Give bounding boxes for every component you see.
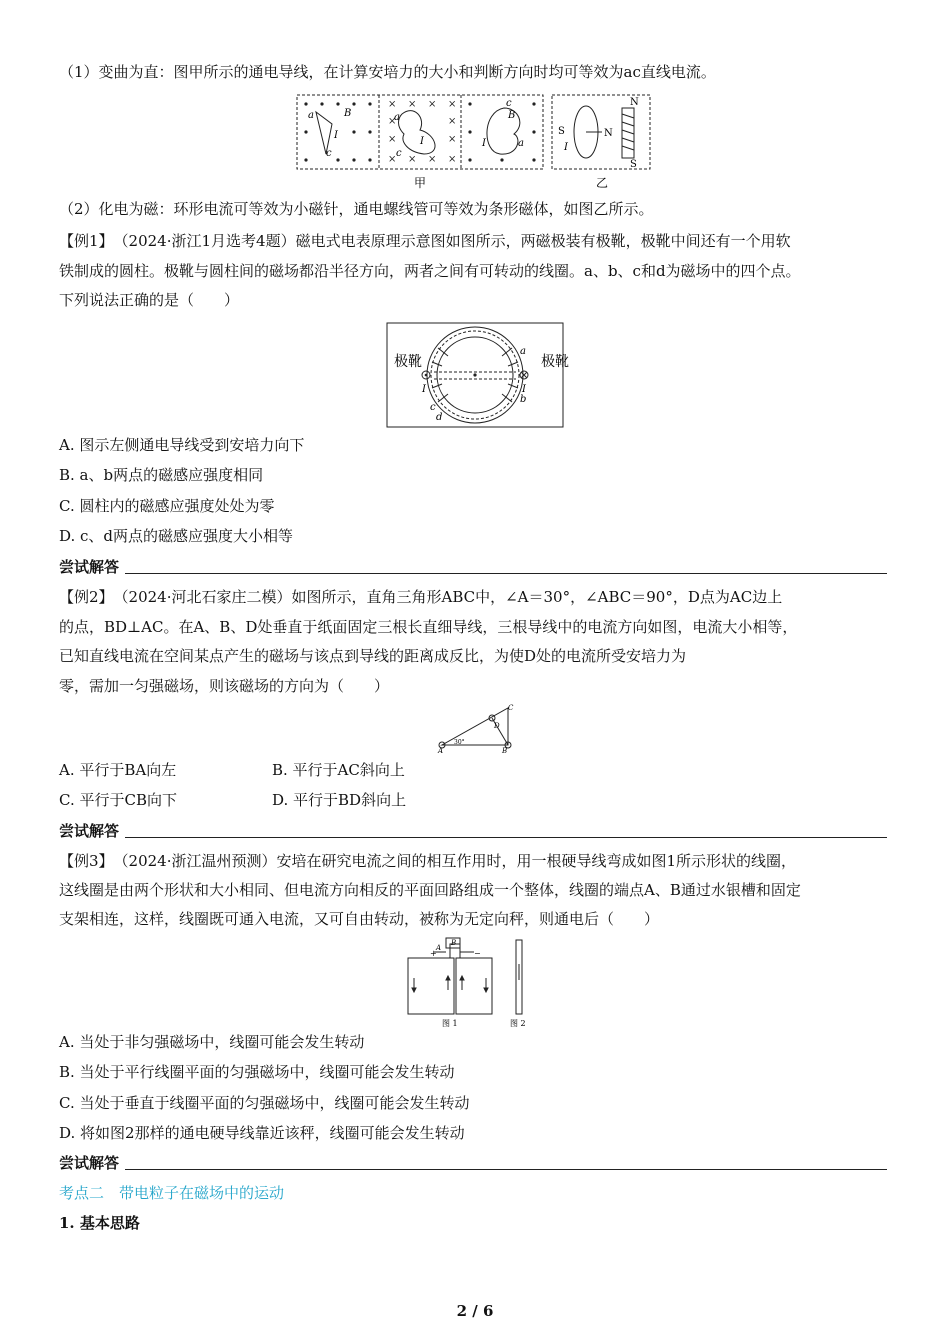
- example-2-line-3: 已知直线电流在空间某点产生的磁场与该点到导线的距离成反比，为使D处的电流所受安培力为: [59, 647, 687, 665]
- jia-label-I1: I: [334, 130, 338, 141]
- jia-label-c2: c: [396, 148, 402, 159]
- example-3-option-c: C. 当处于垂直于线圈平面的匀强磁场中，线圈可能会发生转动: [59, 1094, 470, 1112]
- example-2-answer-row: [59, 821, 887, 841]
- intro-line-2: （2）化电为磁：环形电流可等效为小磁针，通电螺线管可等效为条形磁体，如图乙所示。: [59, 200, 654, 218]
- svg-text:×: ×: [448, 134, 457, 145]
- svg-text:×: ×: [448, 116, 457, 127]
- yi-label-N1: N: [604, 128, 613, 139]
- example-3-line-3: 支架相连，这样，线圈既可通入电流，又可自由转动，被称为无定向秤，则通电后（ ）: [59, 910, 660, 928]
- section-2-subtitle: 1. 基本思路: [59, 1214, 140, 1232]
- yi-label-N2: N: [630, 97, 639, 108]
- example-2-option-b: B. 平行于AC斜向上: [272, 761, 405, 779]
- point-c: c: [430, 402, 436, 413]
- example-1-option-b: B. a、b两点的磁感应强度相同: [59, 466, 264, 484]
- figure-jia-yi: [296, 94, 652, 192]
- example-1-option-c: C. 圆柱内的磁感应强度处处为零: [59, 497, 275, 515]
- svg-text:×: ×: [388, 154, 397, 165]
- example-2-answer-line[interactable]: [125, 837, 887, 838]
- jia-label-B1: B: [344, 108, 352, 119]
- angle-A-label: 30°: [454, 739, 465, 746]
- example-1-answer-label: 尝试解答: [59, 558, 120, 576]
- example-3-option-d: D. 将如图2那样的通电硬导线靠近该秤，线圈可能会发生转动: [59, 1124, 465, 1142]
- jia-label-I2: I: [420, 136, 424, 147]
- pole-shoe-right-1: 极靴: [541, 354, 569, 370]
- example-3-option-b: B. 当处于平行线圈平面的匀强磁场中，线圈可能会发生转动: [59, 1063, 455, 1081]
- jia-label-B3: B: [508, 110, 516, 121]
- svg-text:×: ×: [448, 154, 457, 165]
- example-2-option-a: A. 平行于BA向左: [59, 761, 177, 779]
- svg-text:×: ×: [428, 99, 437, 110]
- figure-triangle: [434, 702, 516, 754]
- section-2-title: 考点二 带电粒子在磁场中的运动: [59, 1184, 285, 1202]
- terminal-minus: −: [474, 949, 481, 958]
- point-d: d: [436, 412, 443, 423]
- figure-1-caption: 图 1: [442, 1019, 458, 1028]
- example-1-answer-line[interactable]: [125, 573, 887, 574]
- example-3-answer-label: 尝试解答: [59, 1154, 120, 1172]
- jia-label-a2: a: [394, 112, 400, 123]
- vertex-D: D: [494, 722, 500, 730]
- intro-line-1: （1）变曲为直：图甲所示的通电导线，在计算安培力的大小和判断方向时均可等效为ac直线电流。: [59, 63, 716, 81]
- example-1-option-a: A. 图示左侧通电导线受到安培力向下: [59, 436, 305, 454]
- vertex-A: A: [438, 747, 444, 755]
- example-3-answer-row: [59, 1153, 887, 1173]
- example-3-option-a: A. 当处于非匀强磁场中，线圈可能会发生转动: [59, 1033, 365, 1051]
- jia-label-I3: I: [482, 138, 486, 149]
- example-2-option-d: D. 平行于BD斜向上: [272, 791, 407, 809]
- example-1-option-d: D. c、d两点的磁感应强度大小相等: [59, 527, 294, 545]
- terminal-B: B: [451, 939, 457, 947]
- yi-label-S1: S: [558, 126, 565, 137]
- current-left: I: [422, 384, 426, 395]
- svg-text:×: ×: [448, 99, 457, 110]
- figure-galvanometer: [386, 322, 569, 428]
- pole-shoe-left-1: 极靴: [394, 354, 422, 370]
- example-3-line-1: 【例3】 （2024·浙江温州预测）安培在研究电流之间的相互作用时，用一根硬导线弯成如图1所示形状的线圈，: [59, 852, 797, 870]
- example-1-line-1: 【例1】 （2024·浙江1月选考4题）磁电式电表原理示意图如图所示，两磁极装有极靴，极靴中间还有一个用软: [59, 232, 791, 250]
- svg-text:×: ×: [428, 154, 437, 165]
- figure-2-caption: 图 2: [510, 1019, 526, 1028]
- point-a: a: [520, 346, 526, 357]
- example-2-line-2: 的点，BD⊥AC。在A、B、D处垂直于纸面固定三根长直细导线，三根导线中的电流方向如图，电流大小相等，: [59, 618, 798, 636]
- current-right: I: [522, 384, 526, 395]
- svg-text:×: ×: [388, 134, 397, 145]
- page-number: 2 / 6: [456, 1302, 494, 1320]
- jia-label-a3: a: [518, 138, 524, 149]
- example-1-line-3: 下列说法正确的是（ ）: [59, 291, 240, 309]
- vertex-B: B: [502, 747, 508, 755]
- jia-label-c3: c: [506, 98, 512, 109]
- terminal-A: A: [436, 944, 442, 952]
- svg-text:×: ×: [388, 99, 397, 110]
- svg-text:×: ×: [408, 154, 417, 165]
- vertex-C: C: [508, 704, 514, 712]
- figure-jia-caption: 甲: [414, 176, 427, 190]
- example-1-line-2: 铁制成的圆柱。极靴与圆柱间的磁场都沿半径方向，两者之间有可转动的线圈。a、b、c和d为磁场中的四个点。: [59, 262, 801, 280]
- example-2-line-1: 【例2】 （2024·河北石家庄二模）如图所示，直角三角形ABC中，∠A＝30°，∠ABC＝90°，D点为AC边上: [59, 588, 783, 606]
- figure-yi-caption: 乙: [596, 176, 609, 190]
- example-2-option-c: C. 平行于CB向下: [59, 791, 177, 809]
- example-1-answer-row: [59, 557, 887, 577]
- jia-label-a1: a: [308, 110, 314, 121]
- point-b: b: [520, 394, 527, 405]
- terminal-plus: +: [430, 949, 437, 958]
- example-2-line-4: 零，需加一匀强磁场，则该磁场的方向为（ ）: [59, 677, 390, 695]
- example-3-line-2: 这线圈是由两个形状和大小相同、但电流方向相反的平面回路组成一个整体，线圈的端点A、B通过水银槽和固定: [59, 881, 801, 899]
- svg-text:×: ×: [408, 99, 417, 110]
- jia-label-c1: c: [326, 148, 332, 159]
- svg-text:×: ×: [388, 116, 397, 127]
- example-3-answer-line[interactable]: [125, 1169, 887, 1170]
- figure-astatic-balance: [404, 934, 536, 1030]
- example-2-answer-label: 尝试解答: [59, 822, 120, 840]
- yi-label-I: I: [564, 142, 568, 153]
- yi-label-S2: S: [630, 159, 637, 170]
